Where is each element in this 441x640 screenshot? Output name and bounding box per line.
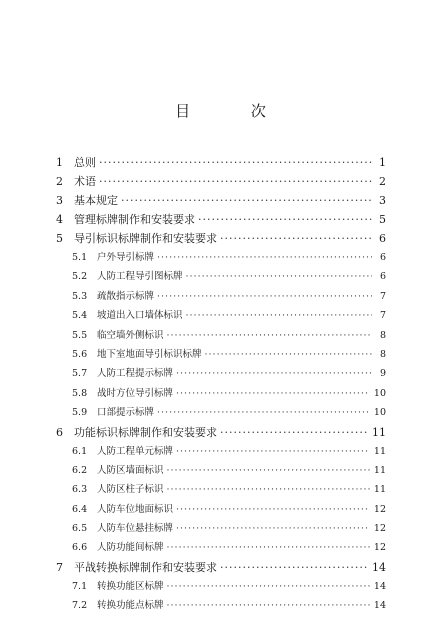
page-title: 目 次 [175,102,294,120]
toc-entry-page: 1 [379,156,386,169]
toc-entry-label: 临空墙外侧标识 [97,329,164,341]
toc-entry-label: 人防工程导引图标牌 [97,271,183,283]
toc-entry[interactable] [56,404,386,423]
dot-leader [186,271,372,282]
toc-entry[interactable] [56,268,386,287]
dot-leader [167,484,370,495]
toc-entry[interactable] [56,154,386,173]
toc-entry-label: 基本规定 [74,194,118,207]
toc-entry-page: 12 [373,523,386,535]
toc-entry-number: 5.1 [72,252,88,263]
toc-entry-label: 人防车位地面标识 [97,503,174,515]
dot-leader [157,252,372,263]
toc-entry[interactable] [56,597,386,616]
toc-entry-number: 7.1 [72,580,88,592]
toc-entry-label: 功能标识标牌制作和安装要求 [74,425,217,439]
toc-entry-label: 转换功能点标牌 [97,600,164,612]
dot-leader [176,388,370,399]
toc-entry-label: 战时方位导引标牌 [97,387,174,399]
dot-leader [186,310,372,321]
toc-entry-number: 6.3 [72,484,88,496]
dot-leader [99,156,372,169]
dot-leader [176,523,370,534]
toc-entry[interactable] [56,385,386,404]
toc-entry[interactable] [56,501,386,520]
dot-leader [176,446,370,457]
toc-entry-number: 1 [56,156,63,169]
toc-entry-label: 人防车位悬挂标牌 [97,523,174,535]
toc-entry-page: 2 [379,175,386,188]
toc-entry-page: 14 [373,600,386,612]
toc-entry-page: 14 [373,580,386,592]
toc-entry-number: 6.1 [72,445,88,457]
toc-entry-number: 5.6 [72,348,88,360]
toc-entry-label: 人防区墙面标识 [97,464,164,476]
dot-leader [167,542,370,553]
toc-entry-page: 6 [379,271,386,283]
table-of-contents [56,154,386,617]
toc-entry-page: 12 [373,503,386,515]
dot-leader [167,465,370,476]
toc-entry-page: 11 [373,484,386,496]
toc-entry[interactable] [56,346,386,365]
toc-entry-label: 地下室地面导引标识标牌 [97,348,202,360]
toc-entry-page: 11 [372,425,386,439]
dot-leader [198,213,372,226]
toc-entry[interactable] [56,559,386,578]
toc-entry-page: 5 [379,213,386,226]
toc-entry-page: 8 [379,348,386,360]
toc-entry[interactable] [56,443,386,462]
toc-entry-number: 5.8 [72,387,88,399]
dot-leader [176,368,372,379]
toc-entry-page: 10 [373,387,386,399]
toc-entry[interactable] [56,424,386,443]
toc-entry[interactable] [56,578,386,597]
dot-leader [121,194,372,207]
dot-leader [220,561,368,574]
toc-entry-label: 导引标识标牌制作和安装要求 [74,232,217,245]
toc-entry[interactable] [56,481,386,500]
toc-entry-number: 7 [56,560,63,574]
toc-entry-page: 7 [379,310,386,322]
toc-entry-page: 7 [379,290,386,302]
toc-entry-page: 14 [372,560,386,574]
dot-leader [99,175,372,188]
toc-entry-number: 6 [56,425,63,439]
toc-entry-number: 5.7 [72,368,88,380]
toc-entry[interactable] [56,307,386,326]
toc-entry-number: 2 [56,175,63,188]
toc-entry-label: 平战转换标牌制作和安装要求 [74,560,217,574]
dot-leader [205,349,372,360]
toc-entry[interactable] [56,462,386,481]
toc-entry[interactable] [56,211,386,230]
toc-entry-page: 9 [379,368,386,380]
toc-entry-page: 3 [379,194,386,207]
toc-entry-number: 5.2 [72,271,88,283]
dot-leader [167,330,372,341]
toc-entry-label: 人防区柱子标识 [97,484,164,496]
dot-leader [167,600,370,611]
toc-entry-page: 6 [379,232,386,245]
toc-entry-label: 术语 [74,175,96,188]
toc-entry-number: 6.6 [72,542,88,554]
toc-entry-page: 10 [373,407,386,419]
toc-entry-label: 总则 [74,156,96,169]
toc-entry[interactable] [56,192,386,211]
toc-entry[interactable] [56,249,386,268]
dot-leader [167,581,370,592]
toc-entry-label: 人防工程提示标牌 [97,368,174,380]
toc-entry[interactable] [56,173,386,192]
toc-entry-label: 转换功能区标牌 [97,580,164,592]
toc-entry-number: 7.2 [72,600,88,612]
toc-entry-label: 坡道出入口墙体标识 [97,310,183,322]
toc-entry-label: 口部提示标牌 [97,407,155,419]
toc-entry-label: 人防功能间标牌 [97,542,164,554]
toc-entry[interactable] [56,520,386,539]
toc-entry-number: 5.5 [72,329,88,341]
toc-entry-number: 5 [56,232,63,245]
toc-entry-number: 5.3 [72,290,88,302]
dot-leader [176,504,370,515]
toc-entry-number: 6.2 [72,464,88,476]
toc-entry-number: 6.4 [72,503,88,515]
toc-entry[interactable] [56,288,386,307]
dot-leader [220,426,368,439]
toc-entry-page: 12 [373,542,386,554]
toc-entry-label: 疏散指示标牌 [97,290,155,302]
toc-entry-label: 管理标牌制作和安装要求 [74,213,195,226]
toc-entry[interactable] [56,539,386,558]
toc-entry-number: 5.4 [72,310,88,322]
toc-entry[interactable] [56,230,386,249]
toc-entry[interactable] [56,365,386,384]
toc-entry-page: 11 [373,464,386,476]
toc-entry-page: 6 [379,252,386,263]
toc-entry-number: 4 [56,213,63,226]
toc-entry-label: 户外导引标牌 [97,252,155,263]
toc-entry-number: 3 [56,194,63,207]
toc-entry-page: 11 [373,445,386,457]
toc-entry[interactable] [56,327,386,346]
toc-entry-number: 6.5 [72,523,88,535]
toc-entry-label: 人防工程单元标牌 [97,445,174,457]
dot-leader [220,232,372,245]
toc-entry-number: 5.9 [72,407,88,419]
toc-entry-page: 8 [379,329,386,341]
dot-leader [157,407,370,418]
dot-leader [157,291,372,302]
